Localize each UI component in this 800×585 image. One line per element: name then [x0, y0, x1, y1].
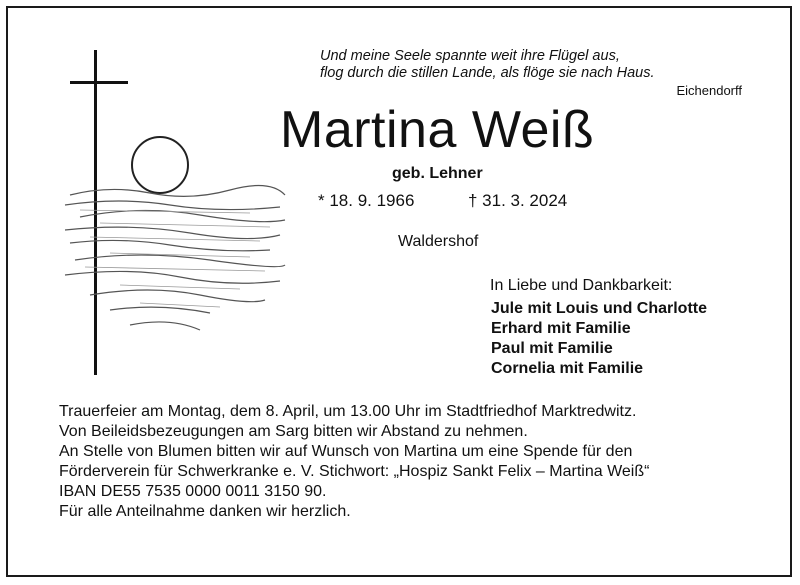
- service-notice: [59, 402, 759, 522]
- notice-line: Von Beileidsbezeugungen am Sarg bitten wir Abstand zu nehmen.: [59, 423, 528, 440]
- poem-line: flog durch die stillen Lande, als flöge sie nach Haus.: [320, 65, 655, 81]
- poem-author: Eichendorff: [676, 83, 742, 98]
- cross-landscape-illustration: [50, 45, 290, 385]
- sun: [132, 137, 188, 193]
- cross-vertical-bar: [94, 50, 97, 375]
- deceased-name: Martina Weiß: [280, 101, 595, 159]
- cross-horizontal-bar: [70, 81, 128, 84]
- notice-line: IBAN DE55 7535 0000 0011 3150 90.: [59, 483, 327, 500]
- life-dates: [318, 191, 568, 211]
- death-date: † 31. 3. 2024: [468, 191, 568, 210]
- notice-line: Trauerfeier am Montag, dem 8. April, um 13.00 Uhr im Stadtfriedhof Marktredwitz.: [59, 403, 637, 420]
- birth-date: * 18. 9. 1966: [318, 191, 415, 210]
- notice-line: Für alle Anteilnahme danken wir herzlich.: [59, 503, 351, 520]
- mourners-intro: In Liebe und Dankbarkeit:: [490, 277, 673, 294]
- birth-name: geb. Lehner: [392, 165, 483, 182]
- poem-line: Und meine Seele spannte weit ihre Flügel aus,: [320, 48, 620, 64]
- notice-line: Förderverein für Schwerkranke e. V. Stichwort: „Hospiz Sankt Felix – Martina Weiß“: [59, 463, 650, 480]
- mourner: Cornelia mit Familie: [491, 360, 644, 377]
- notice-line: An Stelle von Blumen bitten wir auf Wunsch von Martina um eine Spende für den: [59, 443, 633, 460]
- poem-quote: [320, 48, 740, 82]
- mourner: Erhard mit Familie: [491, 320, 631, 337]
- mourner: Paul mit Familie: [491, 340, 613, 357]
- hometown: Waldershof: [398, 233, 479, 250]
- landscape-strokes: [65, 186, 285, 330]
- mourners-list: [491, 299, 707, 379]
- mourner: Jule mit Louis und Charlotte: [491, 300, 708, 317]
